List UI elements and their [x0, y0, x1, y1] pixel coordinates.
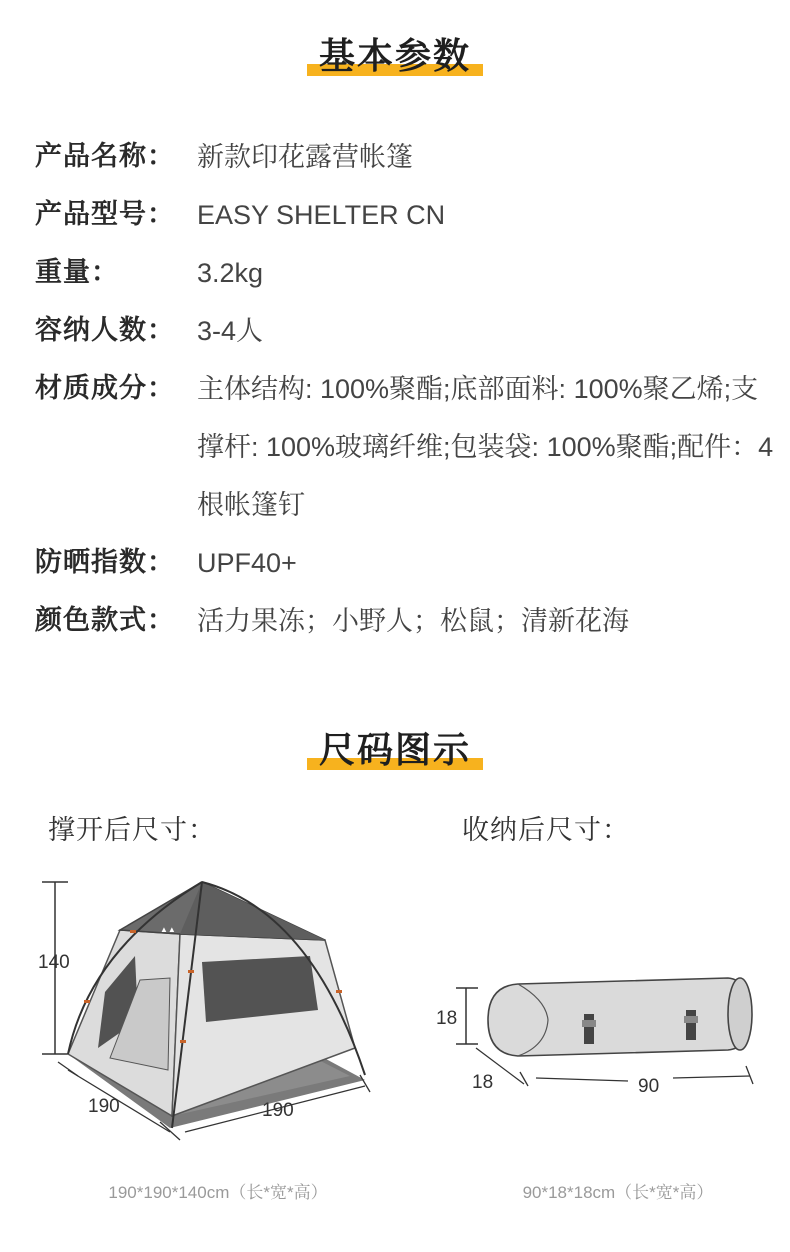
bag-illustration-icon [428, 960, 768, 1110]
bag-height-label: 18 [436, 1008, 458, 1029]
open-size-heading: 撑开后尺寸： [48, 815, 216, 846]
spec-row-colors [35, 592, 775, 650]
spec-value: EASY SHELTER CN [197, 200, 446, 230]
spec-label: 材质成分： [35, 373, 175, 404]
spec-row-capacity [35, 302, 775, 360]
spec-value: UPF40+ [197, 548, 297, 578]
tent-length-label: 190 [88, 1096, 120, 1117]
spec-list [35, 128, 775, 650]
spec-row-weight [35, 244, 775, 302]
bag-width-label: 18 [472, 1072, 494, 1093]
tent-height-label: 140 [38, 952, 70, 973]
spec-value: 新款印花露营帐篷 [197, 142, 413, 172]
spec-label: 产品型号： [35, 199, 175, 230]
spec-label: 颜色款式： [35, 605, 175, 636]
section-title-size-chart [0, 722, 790, 773]
spec-label: 容纳人数： [35, 315, 175, 346]
tent-illustration-icon [20, 870, 400, 1150]
packed-size-heading: 收纳后尺寸： [462, 815, 630, 846]
section-title-text: 基本参数 [318, 36, 471, 77]
section-title-basic-params [0, 28, 790, 79]
spec-row-upf [35, 534, 775, 592]
spec-row-material [35, 360, 775, 534]
spec-row-name [35, 128, 775, 186]
open-size-caption: 190*190*140cm（长*宽*高） [108, 1183, 328, 1202]
spec-value: 活力果冻；小野人；松鼠；清新花海 [197, 606, 629, 636]
brand-logo: ▲▲ [160, 925, 176, 934]
packed-size-caption: 90*18*18cm（长*宽*高） [522, 1183, 714, 1202]
spec-value: 3-4人 [197, 316, 264, 346]
tent-width-label: 190 [262, 1100, 294, 1121]
spec-row-model [35, 186, 775, 244]
spec-label: 防晒指数： [35, 547, 175, 578]
spec-value: 主体结构: 100%聚酯;底部面料: 100%聚乙烯;支撑杆: 100%玻璃纤维;包装袋: 100%聚酯;配件：4根帐篷钉 [197, 374, 774, 520]
bag-length-label: 90 [638, 1076, 660, 1097]
spec-value: 3.2kg [197, 258, 264, 288]
spec-label: 产品名称： [35, 141, 175, 172]
section-title-text: 尺码图示 [318, 730, 471, 771]
spec-label: 重量： [35, 257, 119, 288]
